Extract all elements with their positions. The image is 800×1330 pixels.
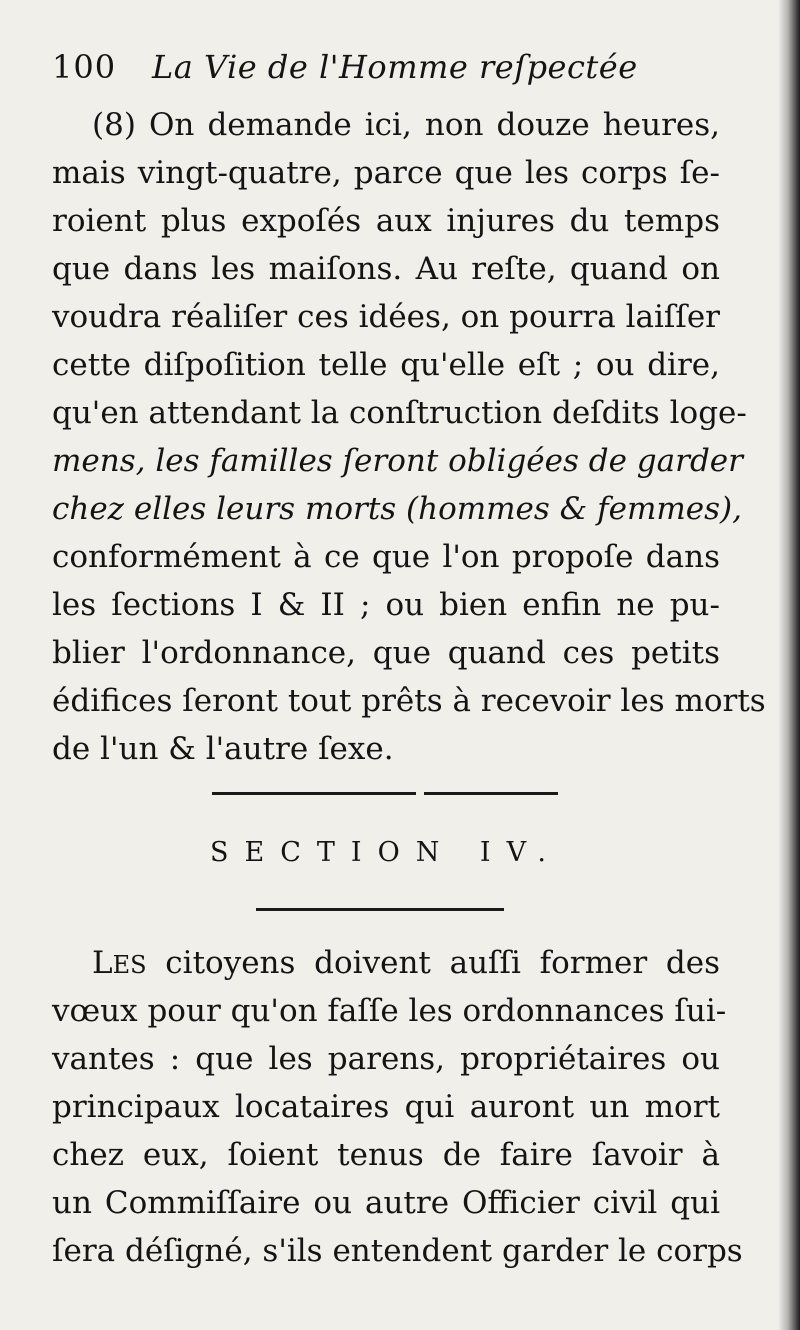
small-caps: ES [112, 951, 147, 979]
section-rule [256, 908, 504, 911]
section-line: vantes : que les parens, propriétaires ou [52, 1041, 720, 1077]
initial-capital: L [92, 945, 113, 981]
section-line: chez eux, ſoient tenus de faire ſavoir à [52, 1137, 720, 1173]
ornament-rule-left [212, 792, 416, 795]
note-line: mais vingt-quatre, parce que les corps ſe- [52, 155, 720, 191]
section-line: principaux locataires qui auront un mort [52, 1089, 720, 1125]
running-head [52, 42, 732, 92]
note-line: conformément à ce que l'on propoſe dans [52, 539, 720, 575]
note-line: que dans les maiſons. Au reſte, quand on [52, 251, 720, 287]
note-line: voudra réaliſer ces idées, on pourra laiſſer [52, 299, 720, 335]
note-line: roient plus expoſés aux injures du temps [52, 203, 720, 239]
note-line: de l'un & l'autre ſexe. [52, 731, 394, 767]
section-line: un Commiſſaire ou autre Officier civil qui [52, 1185, 720, 1221]
note-line: mens, les familles ſeront obligées de garder [52, 443, 743, 479]
section-line [92, 940, 720, 986]
note-line: (8) On demande ici, non douze heures, [92, 107, 720, 143]
note-line: blier l'ordonnance, que quand ces petits [52, 635, 720, 671]
running-title: La Vie de l'Homme reſpectée [152, 48, 638, 86]
section-heading: SECTION IV. [210, 837, 562, 868]
note-line: édifices ſeront tout prêts à recevoir les morts [52, 683, 766, 719]
ornament-rule-right [424, 792, 558, 795]
page-number: 100 [52, 48, 117, 86]
section-line: ſera déſigné, s'ils entendent garder le corps [52, 1233, 743, 1269]
note-line: qu'en attendant la conſtruction deſdits loge- [52, 395, 747, 431]
line-text: citoyens doivent auſſi former des [146, 945, 720, 981]
note-line: cette diſpoſition telle qu'elle eſt ; ou dire, [52, 347, 720, 383]
section-line: vœux pour qu'on faſſe les ordonnances ſui- [52, 993, 727, 1029]
note-line: chez elles leurs morts (hommes & femmes), [52, 491, 742, 527]
note-line: les ſections I & II ; ou bien enfin ne pu- [52, 587, 720, 623]
